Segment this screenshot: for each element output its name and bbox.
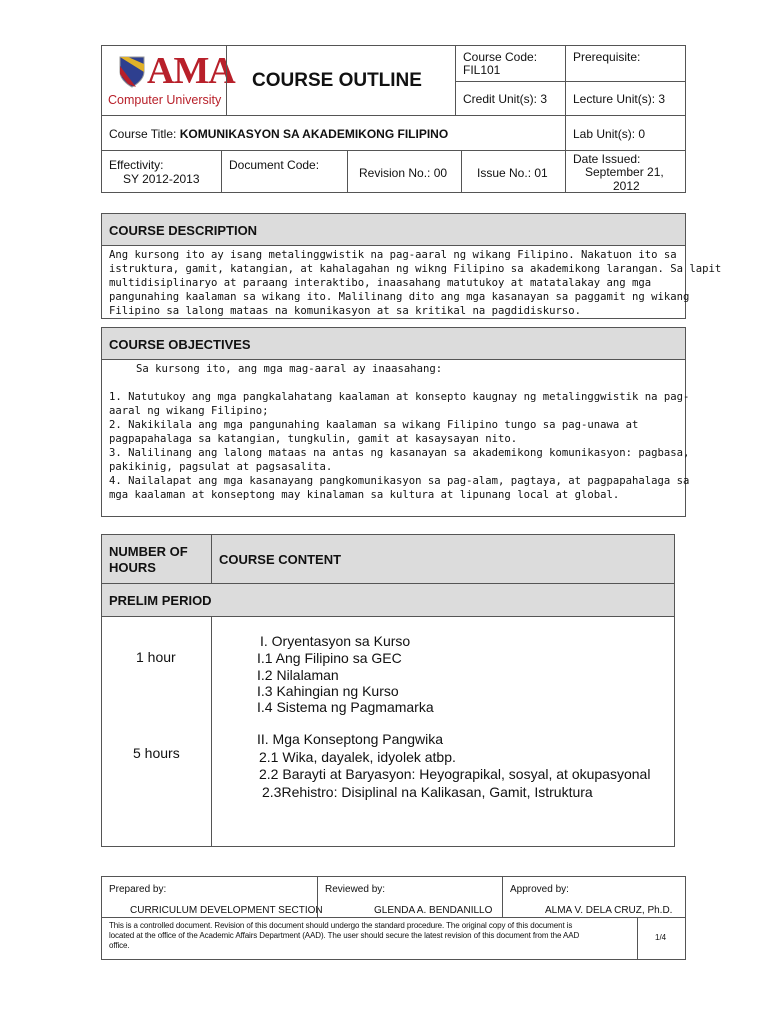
notice-line: office. (109, 941, 130, 950)
credit-units: Credit Unit(s): 3 (463, 92, 548, 106)
prelim-period-title: PRELIM PERIOD (109, 593, 212, 608)
prerequisite-label: Prerequisite: (573, 50, 641, 64)
date-issued-cell (565, 150, 686, 193)
notice-line: This is a controlled document. Revision of this document should undergo the standard procedure. The original copy of this document is (109, 921, 573, 930)
prepared-by-value: CURRICULUM DEVELOPMENT SECTION (130, 905, 323, 916)
hours-column (101, 616, 212, 847)
hours-header-line: HOURS (109, 560, 156, 575)
description-line: pangunahing kaalaman sa wikang ito. Malilinang dito ang mga kasanayan sa paggamit ng wikang (109, 291, 690, 303)
course-code-cell (455, 45, 566, 82)
course-objectives-body (101, 359, 690, 517)
prelim-period-header (101, 583, 675, 617)
objective-line: pakikinig, pagsulat at pagsasalita. (109, 461, 333, 473)
effectivity-value: SY 2012-2013 (123, 172, 200, 186)
date-issued-year: 2012 (613, 179, 640, 193)
topic-line: I.2 Nilalaman (257, 667, 339, 683)
objective-line: 1. Natutukoy ang mga pangkalahatang kaalaman at konsepto kaugnay ng metalinggwistik na pag- (109, 391, 690, 403)
objective-line: 3. Nalilinang ang lalong mataas na antas ng kasanayan sa akademikong komunikasyon: pagbasa, (109, 447, 690, 459)
course-title-label: Course Title: (109, 127, 180, 141)
revision-cell (347, 150, 462, 193)
course-description-header (101, 213, 686, 246)
course-description-body (101, 245, 722, 319)
topic-line: I. Oryentasyon sa Kurso (260, 633, 411, 649)
date-issued-label: Date Issued: (573, 152, 641, 166)
topic-line: I.3 Kahingian ng Kurso (257, 683, 399, 699)
objective-line: 2. Nakikilala ang mga pangunahing kaalaman sa wikang Filipino tungo sa pag-unawa at (109, 419, 639, 431)
course-objectives-header (101, 327, 686, 360)
reviewed-by-value: GLENDA A. BENDANILLO (374, 905, 493, 916)
page-number-cell (637, 917, 686, 960)
objectives-intro: Sa kursong ito, ang mga mag-aaral ay inaasahang: (136, 363, 443, 375)
page-number: 1/4 (655, 933, 667, 942)
prepared-by-cell (101, 876, 323, 918)
course-title-cell (101, 115, 566, 151)
topic-line: II. Mga Konseptong Pangwika (257, 731, 444, 747)
ama-shield-logo (119, 56, 145, 88)
approved-by-value: ALMA V. DELA CRUZ, Ph.D. (545, 905, 673, 916)
objective-line: pagpapahalaga sa katangian, tungkulin, gamit at kasaysayan nito. (109, 433, 518, 445)
document-title: COURSE OUTLINE (252, 70, 422, 91)
lecture-units: Lecture Unit(s): 3 (573, 92, 666, 106)
issue-cell (461, 150, 566, 193)
description-line: Filipino sa lalong mataas na komunikasyon at sa kritikal na pagdidiskurso. (109, 305, 581, 317)
hours-value: 1 hour (136, 649, 176, 665)
lecture-units-cell (565, 81, 686, 116)
document-code-cell (221, 150, 348, 193)
description-line: Ang kursong ito ay isang metalinggwistik na pag-aaral ng wikang Filipino. Nakatuon ito sa (109, 249, 677, 261)
date-issued-value: September 21, (585, 165, 664, 179)
course-code-value: FIL101 (463, 63, 501, 77)
course-objectives-title: COURSE OBJECTIVES (109, 337, 251, 352)
logo-cell (101, 45, 235, 116)
content-column-header (211, 534, 675, 584)
notice-line: located at the office of the Academic Affairs Department (AAD). The user should secure the latest revision of this document from the AAD (109, 931, 580, 940)
document-code-label: Document Code: (229, 158, 320, 172)
effectivity-label: Effectivity: (109, 158, 164, 172)
reviewed-by-cell (317, 876, 503, 918)
objective-line: aaral ng wikang Filipino; (109, 405, 269, 417)
prepared-by-label: Prepared by: (109, 884, 167, 895)
topic-line: 2.3Rehistro: Disiplinal na Kalikasan, Gamit, Istruktura (262, 784, 593, 800)
lab-units: Lab Unit(s): 0 (573, 127, 646, 141)
issue-number: Issue No.: 01 (477, 166, 548, 180)
prerequisite-cell (565, 45, 686, 82)
hours-header-line: NUMBER OF (109, 544, 188, 559)
topic-line: I.1 Ang Filipino sa GEC (257, 650, 402, 666)
approved-by-label: Approved by: (510, 884, 569, 895)
revision-number: Revision No.: 00 (359, 166, 448, 180)
description-line: multidisiplinaryo at paraang interaktibo, inaasahang matutukoy at matatalakay ang mga (109, 277, 652, 289)
effectivity-cell (101, 150, 222, 193)
course-description-text (109, 248, 721, 318)
course-description-title: COURSE DESCRIPTION (109, 223, 258, 238)
course-code-label: Course Code: (463, 50, 538, 64)
topic-line: 2.1 Wika, dayalek, idyolek atbp. (259, 749, 456, 765)
approved-by-cell (502, 876, 686, 918)
hours-column-header (101, 534, 212, 584)
objective-line: 4. Nailalapat ang mga kasanayang pangkomunikasyon sa pag-alam, pagtaya, at pagpapahalaga sa (109, 475, 690, 487)
title-cell (226, 45, 456, 116)
course-content-title: COURSE CONTENT (219, 552, 342, 567)
logo-wordmark: AMA (147, 50, 235, 92)
course-title-value: KOMUNIKASYON SA AKADEMIKONG FILIPINO (179, 127, 449, 141)
logo-subtitle: Computer University (108, 93, 222, 107)
content-column (211, 616, 675, 847)
objective-line: mga kaalaman at konseptong may kinalaman sa kultura at lipunang local at global. (109, 489, 620, 501)
objectives-list (109, 390, 689, 502)
reviewed-by-label: Reviewed by: (325, 884, 386, 895)
controlled-document-notice (101, 917, 638, 960)
description-line: istruktura, gamit, katangian, at kahalagahan ng wikng Filipino sa akademikong larangan. Sa lapit (109, 263, 722, 275)
hours-value: 5 hours (133, 745, 180, 761)
lab-units-cell (565, 115, 686, 151)
credit-units-cell (455, 81, 566, 116)
topic-line: 2.2 Barayti at Baryasyon: Heyograpikal, sosyal, at okupasyonal (259, 766, 651, 782)
topic-line: I.4 Sistema ng Pagmamarka (257, 699, 434, 715)
